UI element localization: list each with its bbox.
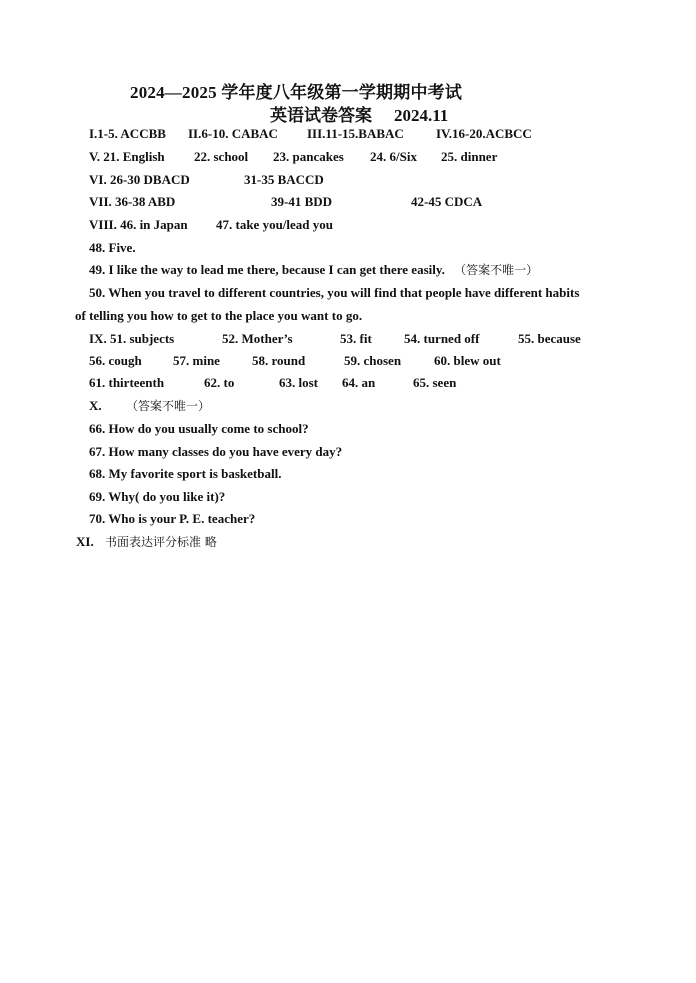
answer-49 bbox=[89, 262, 538, 278]
answer-item: 63. lost bbox=[279, 375, 318, 390]
answer-item: 22. school bbox=[194, 149, 249, 164]
exam-title: 2024—2025 学年度八年级第一学期期中考试 bbox=[130, 83, 463, 102]
answer-item: 25. dinner bbox=[441, 149, 498, 164]
answer-item: I.1-5. ACCBB bbox=[89, 126, 166, 141]
exam-date: 2024.11 bbox=[394, 106, 449, 125]
question-70: 70. Who is your P. E. teacher? bbox=[89, 511, 256, 526]
answer-item: IX. 51. subjects bbox=[89, 331, 175, 346]
answer-item: 31-35 BACCD bbox=[244, 172, 324, 187]
question-69: 69. Why( do you like it)? bbox=[89, 489, 226, 504]
answer-item: II.6-10. CABAC bbox=[188, 126, 278, 141]
answer-item: 64. an bbox=[342, 375, 376, 390]
answer-item: V. 21. English bbox=[89, 149, 165, 164]
answer-50-line2: of telling you how to get to the place you want to go. bbox=[75, 308, 363, 323]
answer-item: 56. cough bbox=[89, 353, 142, 368]
answer-item: 62. to bbox=[204, 375, 235, 390]
answer-item: IV.16-20.ACBCC bbox=[436, 126, 532, 141]
question-68: 68. My favorite sport is basketball. bbox=[89, 466, 282, 481]
answer-item: 59. chosen bbox=[344, 353, 402, 368]
answer-item: 61. thirteenth bbox=[89, 375, 165, 390]
section-11-text: 书面表达评分标准 略 bbox=[105, 535, 217, 549]
answer-48: 48. Five. bbox=[89, 240, 136, 255]
answer-item: 60. blew out bbox=[434, 353, 501, 368]
answer-item: III.11-15.BABAC bbox=[307, 126, 404, 141]
answer-item: 47. take you/lead you bbox=[216, 217, 334, 232]
answer-item: VIII. 46. in Japan bbox=[89, 217, 188, 232]
answer-49-note: （答案不唯一） bbox=[454, 263, 539, 277]
section-11-label: XI. bbox=[76, 534, 94, 549]
subtitle-text: 英语试卷答案 bbox=[270, 106, 372, 125]
answer-item: 55. because bbox=[518, 331, 581, 346]
answer-item: 58. round bbox=[252, 353, 306, 368]
answer-item: 54. turned off bbox=[404, 331, 480, 346]
section-10-note: （答案不唯一） bbox=[126, 399, 211, 413]
answer-item: 39-41 BDD bbox=[271, 194, 333, 209]
question-67: 67. How many classes do you have every day? bbox=[89, 444, 343, 459]
answer-item: 57. mine bbox=[173, 353, 220, 368]
answer-50-line1: 50. When you travel to different countries, you will find that people have different habits bbox=[89, 285, 580, 300]
section-10-label: X. bbox=[89, 398, 102, 413]
answer-item: VII. 36-38 ABD bbox=[89, 194, 176, 209]
question-66: 66. How do you usually come to school? bbox=[89, 421, 309, 436]
answer-item: 24. 6/Six bbox=[370, 149, 417, 164]
exam-subtitle bbox=[270, 101, 448, 126]
answer-item: 65. seen bbox=[413, 375, 457, 390]
answer-49-text: 49. I like the way to lead me there, because I can get there easily. bbox=[89, 262, 445, 277]
answer-item: 42-45 CDCA bbox=[411, 194, 483, 209]
answer-item: 23. pancakes bbox=[273, 149, 344, 164]
answer-item: 52. Mother’s bbox=[222, 331, 293, 346]
answer-item: 53. fit bbox=[340, 331, 372, 346]
answer-item: VI. 26-30 DBACD bbox=[89, 172, 190, 187]
